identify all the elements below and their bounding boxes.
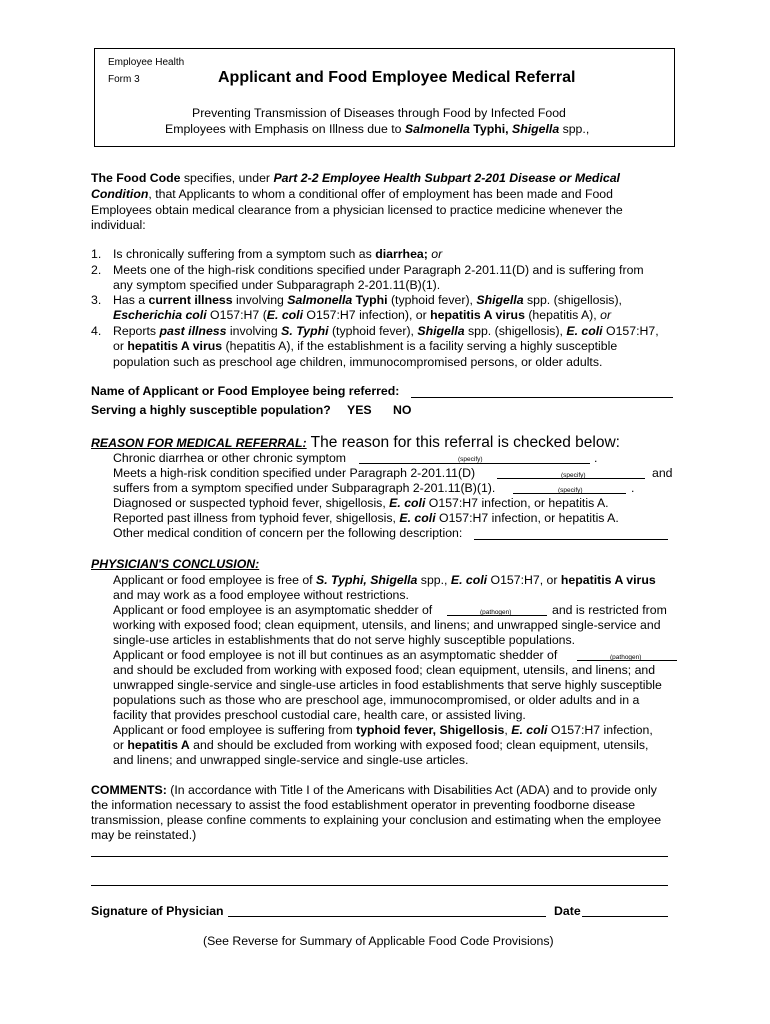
conclusion-suffering-line3: and linens; and unwrapped single-service and single-use articles. <box>113 753 469 767</box>
list-item-4a: Reports past illness involving S. Typhi (typhoid fever), Shigella spp. (shigellosis), E. coli O157:H7, <box>113 324 659 338</box>
list-item-3b: Escherichia coli O157:H7 (E. coli O157:H7 infection), or hepatitis A virus (hepatitis A), or <box>113 308 612 322</box>
period-1: . <box>594 451 598 465</box>
reason-specify-line-1[interactable] <box>359 463 590 464</box>
conclusion-option-suffering[interactable]: Applicant or food employee is suffering from typhoid fever, Shigellosis, E. coli O157:H7 infection, <box>113 723 653 737</box>
reason-high-risk-line2: suffers from a symptom specified under Subparagraph 2-201.11(B)(1). <box>113 481 496 495</box>
intro-line3: Employees obtain medical clearance from a physician licensed to practice medicine whenever the <box>91 203 623 217</box>
comments-input-line-2[interactable] <box>91 885 668 886</box>
list-item-2b: any symptom specified under Subparagraph 2-201.11(B)(1). <box>113 278 441 292</box>
comments-line4: may be reinstated.) <box>91 828 197 842</box>
comments-input-line-1[interactable] <box>91 856 668 857</box>
no-option[interactable]: NO <box>393 403 412 417</box>
date-label: Date <box>554 904 581 918</box>
comments-line1: COMMENTS: (In accordance with Title I of the Americans with Disabilities Act (ADA) and to provide only <box>91 783 657 797</box>
list-item-3a: Has a current illness involving Salmonella Typhi (typhoid fever), Shigella spp. (shigellosis), <box>113 293 622 307</box>
form-label-line2: Form 3 <box>108 74 140 85</box>
reason-heading: REASON FOR MEDICAL REFERRAL: The reason for this referral is checked below: <box>91 434 620 451</box>
reason-option-diagnosed[interactable]: Diagnosed or suspected typhoid fever, shigellosis, E. coli O157:H7 infection, or hepatitis A. <box>113 496 609 510</box>
conclusion-option-excluded-shedder[interactable]: Applicant or food employee is not ill but continues as an asymptomatic shedder of <box>113 648 558 662</box>
conclusion-heading: PHYSICIAN'S CONCLUSION: <box>91 557 260 571</box>
specify-label-1: (specify) <box>458 456 483 463</box>
list-number-1: 1. <box>91 247 102 261</box>
conclusion-restricted-line2: working with exposed food; clean equipment, utensils, and linens; and unwrapped single-service and <box>113 618 661 632</box>
reason-option-past-illness[interactable]: Reported past illness from typhoid fever, shigellosis, E. coli O157:H7 infection, or hepatitis A. <box>113 511 619 525</box>
conclusion-suffering-line2: or hepatitis A and should be excluded from working with exposed food; clean equipment, utensils, <box>113 738 649 752</box>
subtitle-line2: Employees with Emphasis on Illness due to Salmonella Typhi, Shigella spp., <box>165 122 590 136</box>
reason-option-chronic[interactable]: Chronic diarrhea or other chronic symptom <box>113 451 347 465</box>
restricted-from: and is restricted from <box>552 603 667 617</box>
conclusion-shedder-line3: unwrapped single-service and single-use articles in food establishments that serve highly susceptible <box>113 678 662 692</box>
conclusion-shedder-line5: facility that provides preschool custodial care, health care, or assisted living. <box>113 708 526 722</box>
list-item-2a: Meets one of the high-risk conditions specified under Paragraph 2-201.11(D) and is suffering from <box>113 263 644 277</box>
list-number-4: 4. <box>91 324 102 338</box>
comments-line3: transmission, please confine comments to explaining your conclusion and estimating when the employee <box>91 813 662 827</box>
footer-note: (See Reverse for Summary of Applicable Food Code Provisions) <box>203 934 554 948</box>
form-title: Applicant and Food Employee Medical Referral <box>218 69 576 86</box>
list-item-4c: population such as preschool age children, immunocompromised persons, or older adults. <box>113 355 603 369</box>
name-field-label: Name of Applicant or Food Employee being referred: <box>91 384 400 398</box>
intro-line1: The Food Code specifies, under Part 2-2 Employee Health Subpart 2-201 Disease or Medical <box>91 171 620 185</box>
specify-label-2: (specify) <box>561 472 586 479</box>
yes-option[interactable]: YES <box>347 403 372 417</box>
signature-label: Signature of Physician <box>91 904 224 918</box>
signature-input[interactable] <box>228 916 546 917</box>
conclusion-option-restricted[interactable]: Applicant or food employee is an asymptomatic shedder of <box>113 603 433 617</box>
list-number-2: 2. <box>91 263 102 277</box>
list-item-4b: or hepatitis A virus (hepatitis A), if the establishment is a facility serving a highly susceptible <box>113 339 618 353</box>
pathogen-label-1: (pathogen) <box>480 609 512 616</box>
list-number-3: 3. <box>91 293 102 307</box>
conclusion-shedder-line2: and should be excluded from working with exposed food; clean equipment, utensils, and linens; and <box>113 663 656 677</box>
other-description-input[interactable] <box>474 539 668 540</box>
period-3: . <box>631 481 635 495</box>
serving-label: Serving a highly susceptible population? <box>91 403 331 417</box>
subtitle-line1: Preventing Transmission of Diseases through Food by Infected Food <box>192 106 566 120</box>
form-label-line1: Employee Health <box>108 57 185 68</box>
date-input[interactable] <box>582 916 668 917</box>
conclusion-restricted-line3: single-use articles in establishments that do not serve highly susceptible populations. <box>113 633 576 647</box>
reason-option-other[interactable]: Other medical condition of concern per the following description: <box>113 526 463 540</box>
and-label: and <box>652 466 673 480</box>
intro-line4: individual: <box>91 218 146 232</box>
conclusion-free-line2: and may work as a food employee without restrictions. <box>113 588 409 602</box>
list-item-1: Is chronically suffering from a symptom such as diarrhea; or <box>113 247 443 261</box>
specify-label-3: (specify) <box>558 487 583 494</box>
name-field-input[interactable] <box>411 397 673 398</box>
pathogen-label-2: (pathogen) <box>610 654 642 661</box>
reason-option-high-risk[interactable]: Meets a high-risk condition specified under Paragraph 2-201.11(D) <box>113 466 476 480</box>
intro-line2: Condition, that Applicants to whom a conditional offer of employment has been made and Food <box>91 187 613 201</box>
comments-line2: the information necessary to assist the food establishment operator in preventing foodborne disease <box>91 798 636 812</box>
conclusion-shedder-line4: populations such as those who are preschool age, immunocompromised, or older adults and in a <box>113 693 640 707</box>
conclusion-option-free[interactable]: Applicant or food employee is free of S. Typhi, Shigella spp., E. coli O157:H7, or hepatitis A virus <box>113 573 656 587</box>
